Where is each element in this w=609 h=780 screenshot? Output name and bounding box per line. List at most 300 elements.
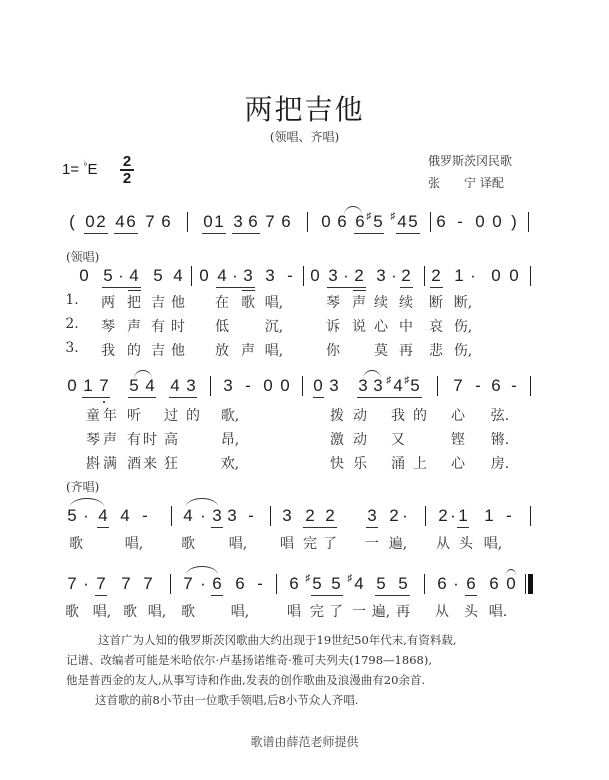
lyric-char: 唱 xyxy=(287,604,301,620)
note: 5 xyxy=(408,212,418,231)
note: 7 xyxy=(96,574,106,593)
note: 2 xyxy=(438,506,448,525)
sharp-icon: ♯ xyxy=(366,211,372,222)
note: 2 xyxy=(431,266,441,285)
note: 4 xyxy=(217,266,227,285)
lyric-row-4 xyxy=(0,533,609,553)
lyric-row-5 xyxy=(0,601,609,621)
note: 6 xyxy=(437,574,447,593)
note: 6 xyxy=(281,212,291,231)
lyric-char: 歌, xyxy=(220,408,240,424)
lyric-char: 的 xyxy=(186,408,200,424)
lyric-row-2-verse-2 xyxy=(0,316,609,336)
note: 4 xyxy=(354,574,364,593)
note-line-2: 记谱、改编者可能是米哈依尔·卢基扬诺维奇·雅可夫列夫(1798—1868), xyxy=(66,653,432,667)
lyric-char: 声 xyxy=(103,432,117,448)
note: 5 xyxy=(376,574,386,593)
hold-dash: - xyxy=(142,506,148,525)
lyric-char: 动 xyxy=(353,408,367,424)
sharp-icon: ♯ xyxy=(390,211,396,222)
bar-line xyxy=(424,266,425,286)
note: 2 xyxy=(305,506,315,525)
dot: · xyxy=(391,266,397,285)
lyric-char: 激 xyxy=(330,432,344,448)
bar-line xyxy=(530,376,531,396)
note: 5 xyxy=(398,574,408,593)
note: 4 xyxy=(173,266,183,285)
dot: · xyxy=(232,266,238,285)
lyric-char: 的 xyxy=(127,343,141,359)
dot: · xyxy=(118,266,124,285)
note: 6 xyxy=(466,574,476,593)
bar-line xyxy=(210,376,211,396)
note: 0 xyxy=(67,376,77,395)
note: 5 xyxy=(103,266,113,285)
lyric-char: 伤, xyxy=(453,319,473,335)
lyric-char: 我 xyxy=(101,343,115,359)
low-octave-dot xyxy=(103,401,105,403)
lyric-char: 涌 xyxy=(391,456,405,472)
note-line-1: 这首广为人知的俄罗斯茨冈歌曲大约出现于19世纪50年代末,有资料载, xyxy=(98,633,457,647)
footer-credit: 歌谱由薛范老师提供 xyxy=(250,735,359,749)
note: 5 xyxy=(373,212,383,231)
lyric-char: 了 xyxy=(323,536,337,552)
lyric-char: 有 xyxy=(151,319,165,335)
lyric-char: 断, xyxy=(453,295,473,311)
lyric-char: 声 xyxy=(127,319,141,335)
dot: · xyxy=(470,266,476,285)
lyric-char: 在 xyxy=(215,295,229,311)
time-signature xyxy=(120,154,134,186)
hold-dash: - xyxy=(257,574,263,593)
note: 6 xyxy=(489,574,499,593)
lyric-char: 唱, xyxy=(228,536,248,552)
lyric-char: 声 xyxy=(241,343,255,359)
bar-line xyxy=(425,506,426,526)
final-bar-thick xyxy=(528,574,533,594)
lyric-char: 两 xyxy=(101,295,115,311)
verse-number: 2. xyxy=(65,316,79,332)
lyric-row-2-verse-3 xyxy=(0,340,609,360)
lyric-char: 歌 xyxy=(181,604,195,620)
note: 0 xyxy=(203,212,213,231)
lyric-char: 唱, xyxy=(264,343,284,359)
dot: · xyxy=(450,506,456,525)
underline xyxy=(216,287,255,288)
note: 0 xyxy=(509,266,519,285)
underline xyxy=(242,290,255,291)
note: 6 xyxy=(289,574,299,593)
bar-line xyxy=(276,574,277,594)
lead-label: (领唱) xyxy=(66,250,100,264)
lyric-row-3-verse-2 xyxy=(0,429,609,449)
arranger-credit: 张 宁 译配 xyxy=(428,176,504,190)
lyric-char: 有 xyxy=(127,432,141,448)
lyric-char: 来 xyxy=(143,456,157,472)
staff-row-2 xyxy=(0,266,609,290)
note: 3 xyxy=(358,376,368,395)
note: 2 xyxy=(325,506,335,525)
note: 2 xyxy=(96,212,106,231)
lyric-char: 心 xyxy=(374,319,388,335)
note: 6 xyxy=(436,212,446,231)
sharp-icon: ♯ xyxy=(386,375,392,386)
lyric-char: 歌 xyxy=(123,604,137,620)
lyric-char: 铿 xyxy=(451,432,465,448)
note: 3 xyxy=(329,376,339,395)
note: 6 xyxy=(212,574,222,593)
hold-dash: - xyxy=(511,376,517,395)
note: 0 xyxy=(85,212,95,231)
lyric-char: 唱, xyxy=(147,604,167,620)
lyric-char: 了 xyxy=(329,604,343,620)
bar-line xyxy=(530,506,531,526)
note: 2 xyxy=(401,266,411,285)
note: 6 xyxy=(337,212,347,231)
note: 7 xyxy=(143,574,153,593)
note: 0 xyxy=(492,212,502,231)
note: 3 xyxy=(233,212,243,231)
staff-row-5 xyxy=(0,574,609,598)
lyric-char: 伤, xyxy=(453,343,473,359)
note: 3 xyxy=(265,266,275,285)
underline xyxy=(375,595,410,596)
lyric-char: 狂 xyxy=(164,456,178,472)
hold-dash: - xyxy=(475,376,481,395)
note-line-3: 他是普西金的友人,从事写诗和作曲,发表的创作歌曲及浪漫曲有20余首. xyxy=(66,673,426,687)
underline xyxy=(357,397,422,398)
lyric-row-2-verse-1 xyxy=(0,292,609,312)
flat-icon: ♭ xyxy=(83,158,88,168)
lyric-char: 遍, xyxy=(371,604,391,620)
lyric-char: 把 xyxy=(127,295,141,311)
bar-line xyxy=(528,212,529,232)
paren-close: ) xyxy=(511,212,517,231)
note: 3 xyxy=(227,506,237,525)
lyric-char: 中 xyxy=(399,319,413,335)
staff-row-3 xyxy=(0,376,609,400)
lyric-char: 头 xyxy=(459,536,473,552)
lyric-row-3-verse-1 xyxy=(0,405,609,425)
lyric-char: 他 xyxy=(171,295,185,311)
note: 0 xyxy=(321,212,331,231)
bar-line xyxy=(191,266,192,286)
lyric-char: 琴 xyxy=(101,319,115,335)
underline xyxy=(465,595,477,596)
underline xyxy=(303,527,337,528)
lyric-char: 歌 xyxy=(65,604,79,620)
note: 3 xyxy=(186,376,196,395)
lyric-char: 诉 xyxy=(326,319,340,335)
note: 2 xyxy=(354,266,364,285)
note: 4 xyxy=(145,376,155,395)
note: 6 xyxy=(355,212,365,231)
bar-line xyxy=(430,212,431,232)
sharp-icon: ♯ xyxy=(347,573,353,584)
dot: · xyxy=(83,506,89,525)
note: 4 xyxy=(393,376,403,395)
note: 0 xyxy=(506,574,516,593)
note: 0 xyxy=(280,376,290,395)
underline xyxy=(430,287,443,288)
note: 4 xyxy=(129,266,139,285)
lyric-char: 唱. xyxy=(488,604,508,620)
hold-dash: - xyxy=(457,212,463,231)
note: 0 xyxy=(79,266,89,285)
hold-dash: - xyxy=(287,266,293,285)
paren-open: ( xyxy=(69,212,75,231)
hold-dash: - xyxy=(245,376,251,395)
key-prefix: 1= xyxy=(62,161,80,178)
underline xyxy=(354,233,384,234)
lyric-char: 悲 xyxy=(429,343,443,359)
bar-line xyxy=(170,574,171,594)
lyric-char: 唱, xyxy=(483,536,503,552)
underline xyxy=(128,397,156,398)
lyric-char: 房. xyxy=(490,456,510,472)
note: 4 xyxy=(397,212,407,231)
note: 6 xyxy=(126,212,136,231)
underline xyxy=(457,527,469,528)
dot: · xyxy=(453,574,459,593)
note: 4 xyxy=(98,506,108,525)
note: 7 xyxy=(121,574,131,593)
note: 4 xyxy=(120,506,130,525)
note: 5 xyxy=(410,376,420,395)
sharp-icon: ♯ xyxy=(404,375,410,386)
lyric-char: 续 xyxy=(374,295,388,311)
lyric-char: 歌 xyxy=(181,536,195,552)
staff-row-4 xyxy=(0,506,609,530)
lyric-char: 琴 xyxy=(86,432,100,448)
note: 6 xyxy=(491,376,501,395)
lyric-char: 快 xyxy=(330,456,344,472)
note: 0 xyxy=(475,212,485,231)
bar-line xyxy=(302,376,303,396)
note: 0 xyxy=(310,266,320,285)
time-numerator: 2 xyxy=(120,154,134,171)
lyric-char: 完 xyxy=(310,604,324,620)
lyric-char: 唱 xyxy=(280,536,294,552)
lyric-char: 沉, xyxy=(264,319,284,335)
underline xyxy=(82,397,110,398)
bar-line xyxy=(437,376,438,396)
note: 7 xyxy=(183,574,193,593)
note: 7 xyxy=(99,376,109,395)
dot: · xyxy=(402,506,408,525)
note: 7 xyxy=(265,212,275,231)
underline xyxy=(169,397,197,398)
note: 3 xyxy=(223,376,233,395)
staff-row-intro xyxy=(0,212,609,236)
lyric-char: 锵. xyxy=(490,432,510,448)
lyric-char: 上 xyxy=(413,456,427,472)
lyric-char: 一 xyxy=(365,536,379,552)
hold-dash: - xyxy=(248,506,254,525)
note: 0 xyxy=(313,376,323,395)
lyric-char: 动 xyxy=(353,432,367,448)
lyric-char: 放 xyxy=(215,343,229,359)
note: 7 xyxy=(145,212,155,231)
underline xyxy=(211,595,223,596)
note: 0 xyxy=(491,266,501,285)
note: 1 xyxy=(484,506,494,525)
lyric-char: 从 xyxy=(435,604,449,620)
chorus-label: (齐唱) xyxy=(66,480,100,494)
note: 2 xyxy=(389,506,399,525)
note: 3 xyxy=(376,266,386,285)
underline xyxy=(400,287,413,288)
lyric-char: 我 xyxy=(391,408,405,424)
lyric-char: 年 xyxy=(103,408,117,424)
lyric-char: 歌 xyxy=(69,536,83,552)
note: 1 xyxy=(83,376,93,395)
note: 0 xyxy=(263,376,273,395)
lyric-char: 欢, xyxy=(220,456,240,472)
lyric-char: 头 xyxy=(464,604,478,620)
dot: · xyxy=(343,266,349,285)
note: 5 xyxy=(67,506,77,525)
lyric-char: 低 xyxy=(215,319,229,335)
lyric-char: 吉 xyxy=(151,343,165,359)
lyric-char: 唱, xyxy=(230,604,250,620)
lyric-char: 再 xyxy=(396,604,410,620)
lyric-char: 续 xyxy=(399,295,413,311)
underline xyxy=(97,527,109,528)
lyric-char: 过 xyxy=(164,408,178,424)
lyric-row-3-verse-3 xyxy=(0,453,609,473)
bar-line xyxy=(187,212,188,232)
underline xyxy=(95,595,107,596)
lyric-char: 唱, xyxy=(124,536,144,552)
lyric-char: 心 xyxy=(451,456,465,472)
lyric-char: 弦. xyxy=(490,408,510,424)
note: 3 xyxy=(367,506,377,525)
underline xyxy=(311,595,343,596)
lyric-char: 心 xyxy=(451,408,465,424)
lyric-char: 你 xyxy=(326,343,340,359)
note: 3 xyxy=(328,266,338,285)
underline xyxy=(313,397,324,398)
note: 5 xyxy=(331,574,341,593)
song-title: 两把吉他 xyxy=(244,93,365,126)
underline xyxy=(202,233,226,234)
bar-line xyxy=(270,506,271,526)
note: 7 xyxy=(453,376,463,395)
lyric-char: 乐 xyxy=(353,456,367,472)
hold-dash: - xyxy=(506,506,512,525)
lyric-char: 歌 xyxy=(241,295,255,311)
lyric-char: 满 xyxy=(103,456,117,472)
lyric-char: 拨 xyxy=(330,408,344,424)
sharp-icon: ♯ xyxy=(305,573,311,584)
note-line-4: 这首歌的前8小节由一位歌手领唱,后8小节众人齐唱. xyxy=(95,693,359,707)
underline xyxy=(232,233,260,234)
lyric-char: 童 xyxy=(86,408,100,424)
lyric-char: 吉 xyxy=(151,295,165,311)
underline xyxy=(114,233,138,234)
lyric-char: 说 xyxy=(352,319,366,335)
song-subtitle: (领唱、齐唱) xyxy=(269,130,340,144)
note: 0 xyxy=(199,266,209,285)
note: 7 xyxy=(67,574,77,593)
lyric-char: 他 xyxy=(171,343,185,359)
underline xyxy=(128,290,141,291)
lyric-char: 再 xyxy=(399,343,413,359)
note: 1 xyxy=(458,506,468,525)
note: 3 xyxy=(212,506,222,525)
bar-line xyxy=(307,212,308,232)
note: 3 xyxy=(282,506,292,525)
lyric-char: 高 xyxy=(164,432,178,448)
lyric-char: 完 xyxy=(303,536,317,552)
note: 3 xyxy=(373,376,383,395)
lyric-char: 听 xyxy=(127,408,141,424)
lyric-char: 声 xyxy=(352,295,366,311)
note: 6 xyxy=(235,574,245,593)
lyric-char: 斟 xyxy=(86,456,100,472)
bar-line xyxy=(424,574,425,594)
underline xyxy=(327,287,366,288)
note: 4 xyxy=(115,212,125,231)
note: 4 xyxy=(170,376,180,395)
lyric-char: 从 xyxy=(436,536,450,552)
lyric-char: 琴 xyxy=(326,295,340,311)
dot: · xyxy=(83,574,89,593)
verse-number: 1. xyxy=(65,292,79,308)
underline xyxy=(102,287,141,288)
lyric-char: 唱, xyxy=(92,604,112,620)
note: 1 xyxy=(454,266,464,285)
lyric-char: 哀 xyxy=(429,319,443,335)
note: 6 xyxy=(161,212,171,231)
lyric-char: 唱, xyxy=(264,295,284,311)
lyric-char: 酒 xyxy=(127,456,141,472)
lyric-char: 时 xyxy=(171,319,185,335)
note: 5 xyxy=(129,376,139,395)
lyric-char: 遍, xyxy=(388,536,408,552)
note: 5 xyxy=(153,266,163,285)
underline xyxy=(353,290,366,291)
note: 5 xyxy=(312,574,322,593)
note: 3 xyxy=(243,266,253,285)
underline xyxy=(211,527,223,528)
final-bar-thin xyxy=(525,574,526,594)
underline xyxy=(396,233,420,234)
dot: · xyxy=(200,506,206,525)
lyric-char: 断 xyxy=(429,295,443,311)
song-origin: 俄罗斯茨冈民歌 xyxy=(428,154,513,168)
underline xyxy=(366,527,378,528)
lyric-char: 昂, xyxy=(220,432,240,448)
dot: · xyxy=(200,574,206,593)
bar-line xyxy=(171,506,172,526)
time-denominator: 2 xyxy=(122,170,132,187)
lyric-char: 又 xyxy=(391,432,405,448)
lyric-char: 时 xyxy=(143,432,157,448)
key-signature xyxy=(62,160,98,178)
lyric-char: 一 xyxy=(352,604,366,620)
underline xyxy=(84,233,108,234)
verse-number: 3. xyxy=(65,340,79,356)
bar-line xyxy=(303,266,304,286)
lyric-char: 的 xyxy=(413,408,427,424)
note: 4 xyxy=(183,506,193,525)
bar-line xyxy=(530,266,531,286)
lyric-char: 莫 xyxy=(374,343,388,359)
key-note: E xyxy=(87,161,98,178)
note: 6 xyxy=(248,212,258,231)
